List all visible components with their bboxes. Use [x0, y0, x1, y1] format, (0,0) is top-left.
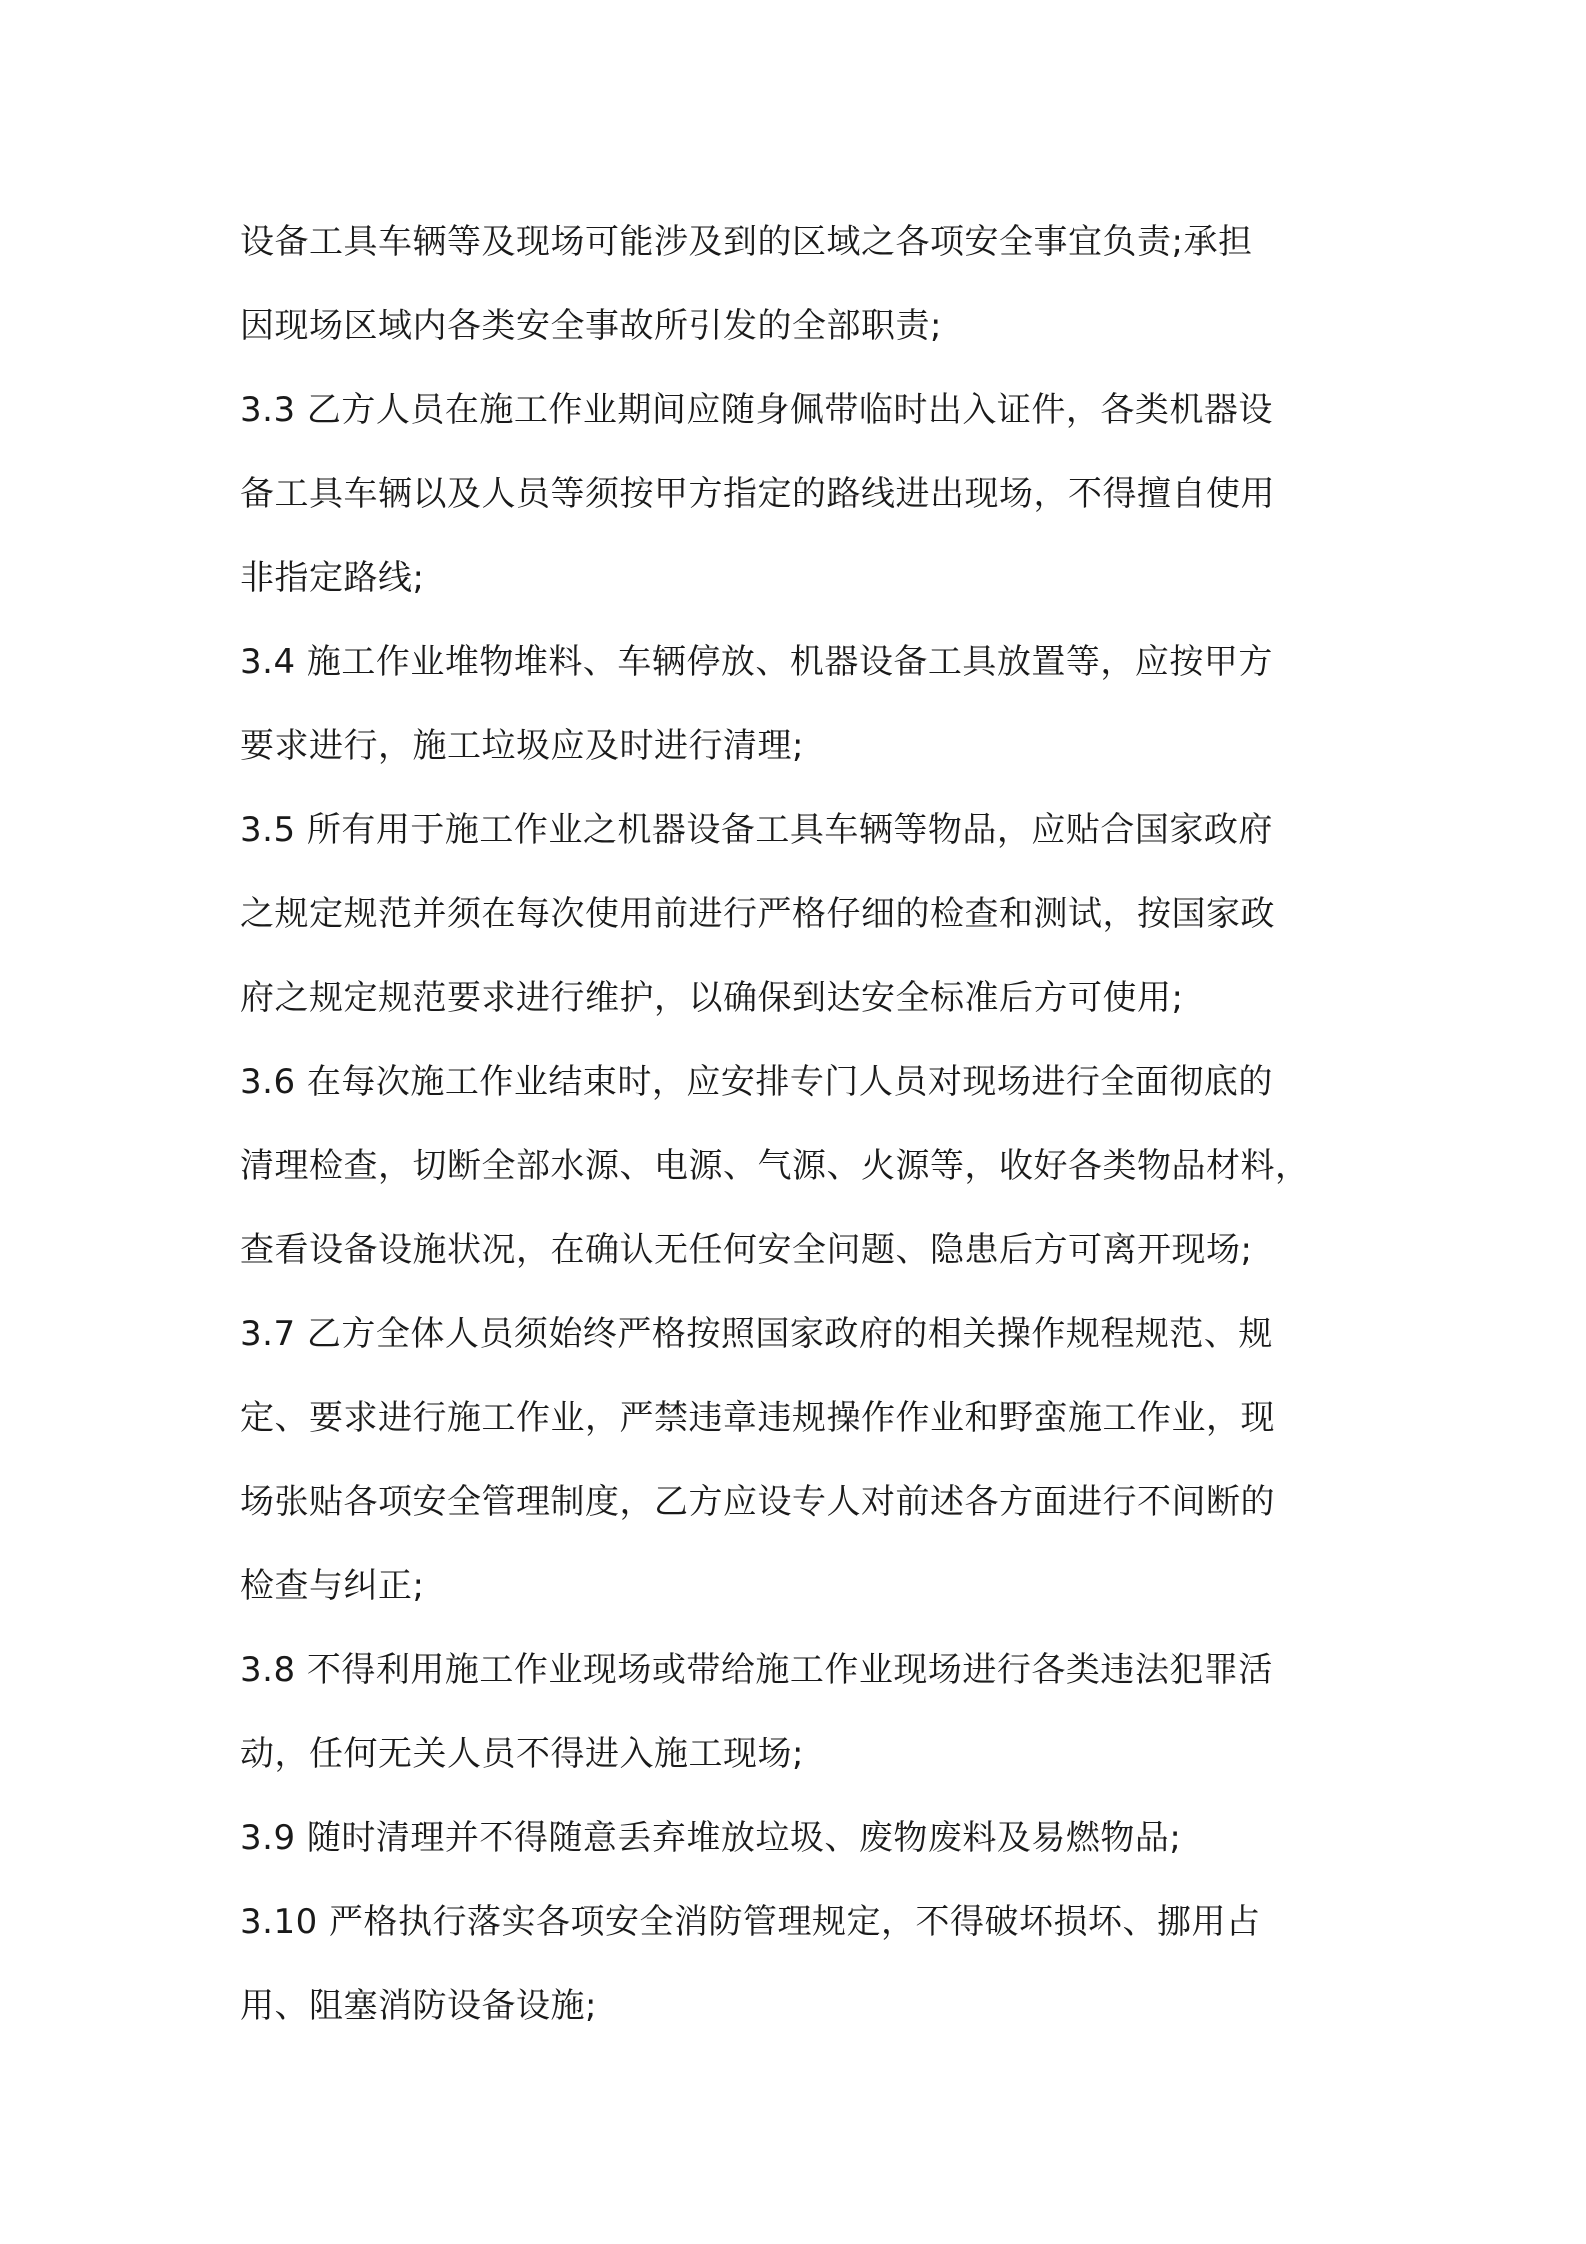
clause-3-3-line: 3.3 乙方人员在施工作业期间应随身佩带临时出入证件，各类机器设	[240, 390, 1273, 430]
text-line: 定、要求进行施工作业，严禁违章违规操作作业和野蛮施工作业，现	[240, 1398, 1275, 1438]
text-line: 备工具车辆以及人员等须按甲方指定的路线进出现场，不得擅自使用	[240, 474, 1275, 514]
clause-3-7-line: 3.7 乙方全体人员须始终严格按照国家政府的相关操作规程规范、规	[240, 1314, 1273, 1354]
clause-3-4-line: 3.4 施工作业堆物堆料、车辆停放、机器设备工具放置等，应按甲方	[240, 642, 1273, 682]
text-line: 清理检查，切断全部水源、电源、气源、火源等，收好各类物品材料，	[240, 1146, 1310, 1186]
clause-3-8-line: 3.8 不得利用施工作业现场或带给施工作业现场进行各类违法犯罪活	[240, 1650, 1273, 1690]
text-line: 用、阻塞消防设备设施;	[240, 1986, 597, 2026]
text-line: 之规定规范并须在每次使用前进行严格仔细的检查和测试，按国家政	[240, 894, 1275, 934]
text-line: 查看设备设施状况，在确认无任何安全问题、隐患后方可离开现场;	[240, 1230, 1253, 1270]
clause-3-9-line: 3.9 随时清理并不得随意丢弃堆放垃圾、废物废料及易燃物品;	[240, 1818, 1182, 1858]
text-line: 场张贴各项安全管理制度，乙方应设专人对前述各方面进行不间断的	[240, 1482, 1275, 1522]
text-line: 动，任何无关人员不得进入施工现场;	[240, 1734, 804, 1774]
clause-3-5-line: 3.5 所有用于施工作业之机器设备工具车辆等物品，应贴合国家政府	[240, 810, 1273, 850]
clause-3-10-line: 3.10 严格执行落实各项安全消防管理规定，不得破坏损坏、挪用占	[240, 1902, 1261, 1942]
text-line: 要求进行，施工垃圾应及时进行清理;	[240, 726, 804, 766]
text-line: 设备工具车辆等及现场可能涉及到的区域之各项安全事宜负责;承担	[240, 222, 1253, 262]
text-line: 因现场区域内各类安全事故所引发的全部职责;	[240, 306, 942, 346]
text-line: 府之规定规范要求进行维护，以确保到达安全标准后方可使用;	[240, 978, 1184, 1018]
text-line: 非指定路线;	[240, 558, 425, 598]
document-body	[240, 200, 1360, 2048]
text-line: 检查与纠正;	[240, 1566, 425, 1606]
clause-3-6-line: 3.6 在每次施工作业结束时，应安排专门人员对现场进行全面彻底的	[240, 1062, 1273, 1102]
